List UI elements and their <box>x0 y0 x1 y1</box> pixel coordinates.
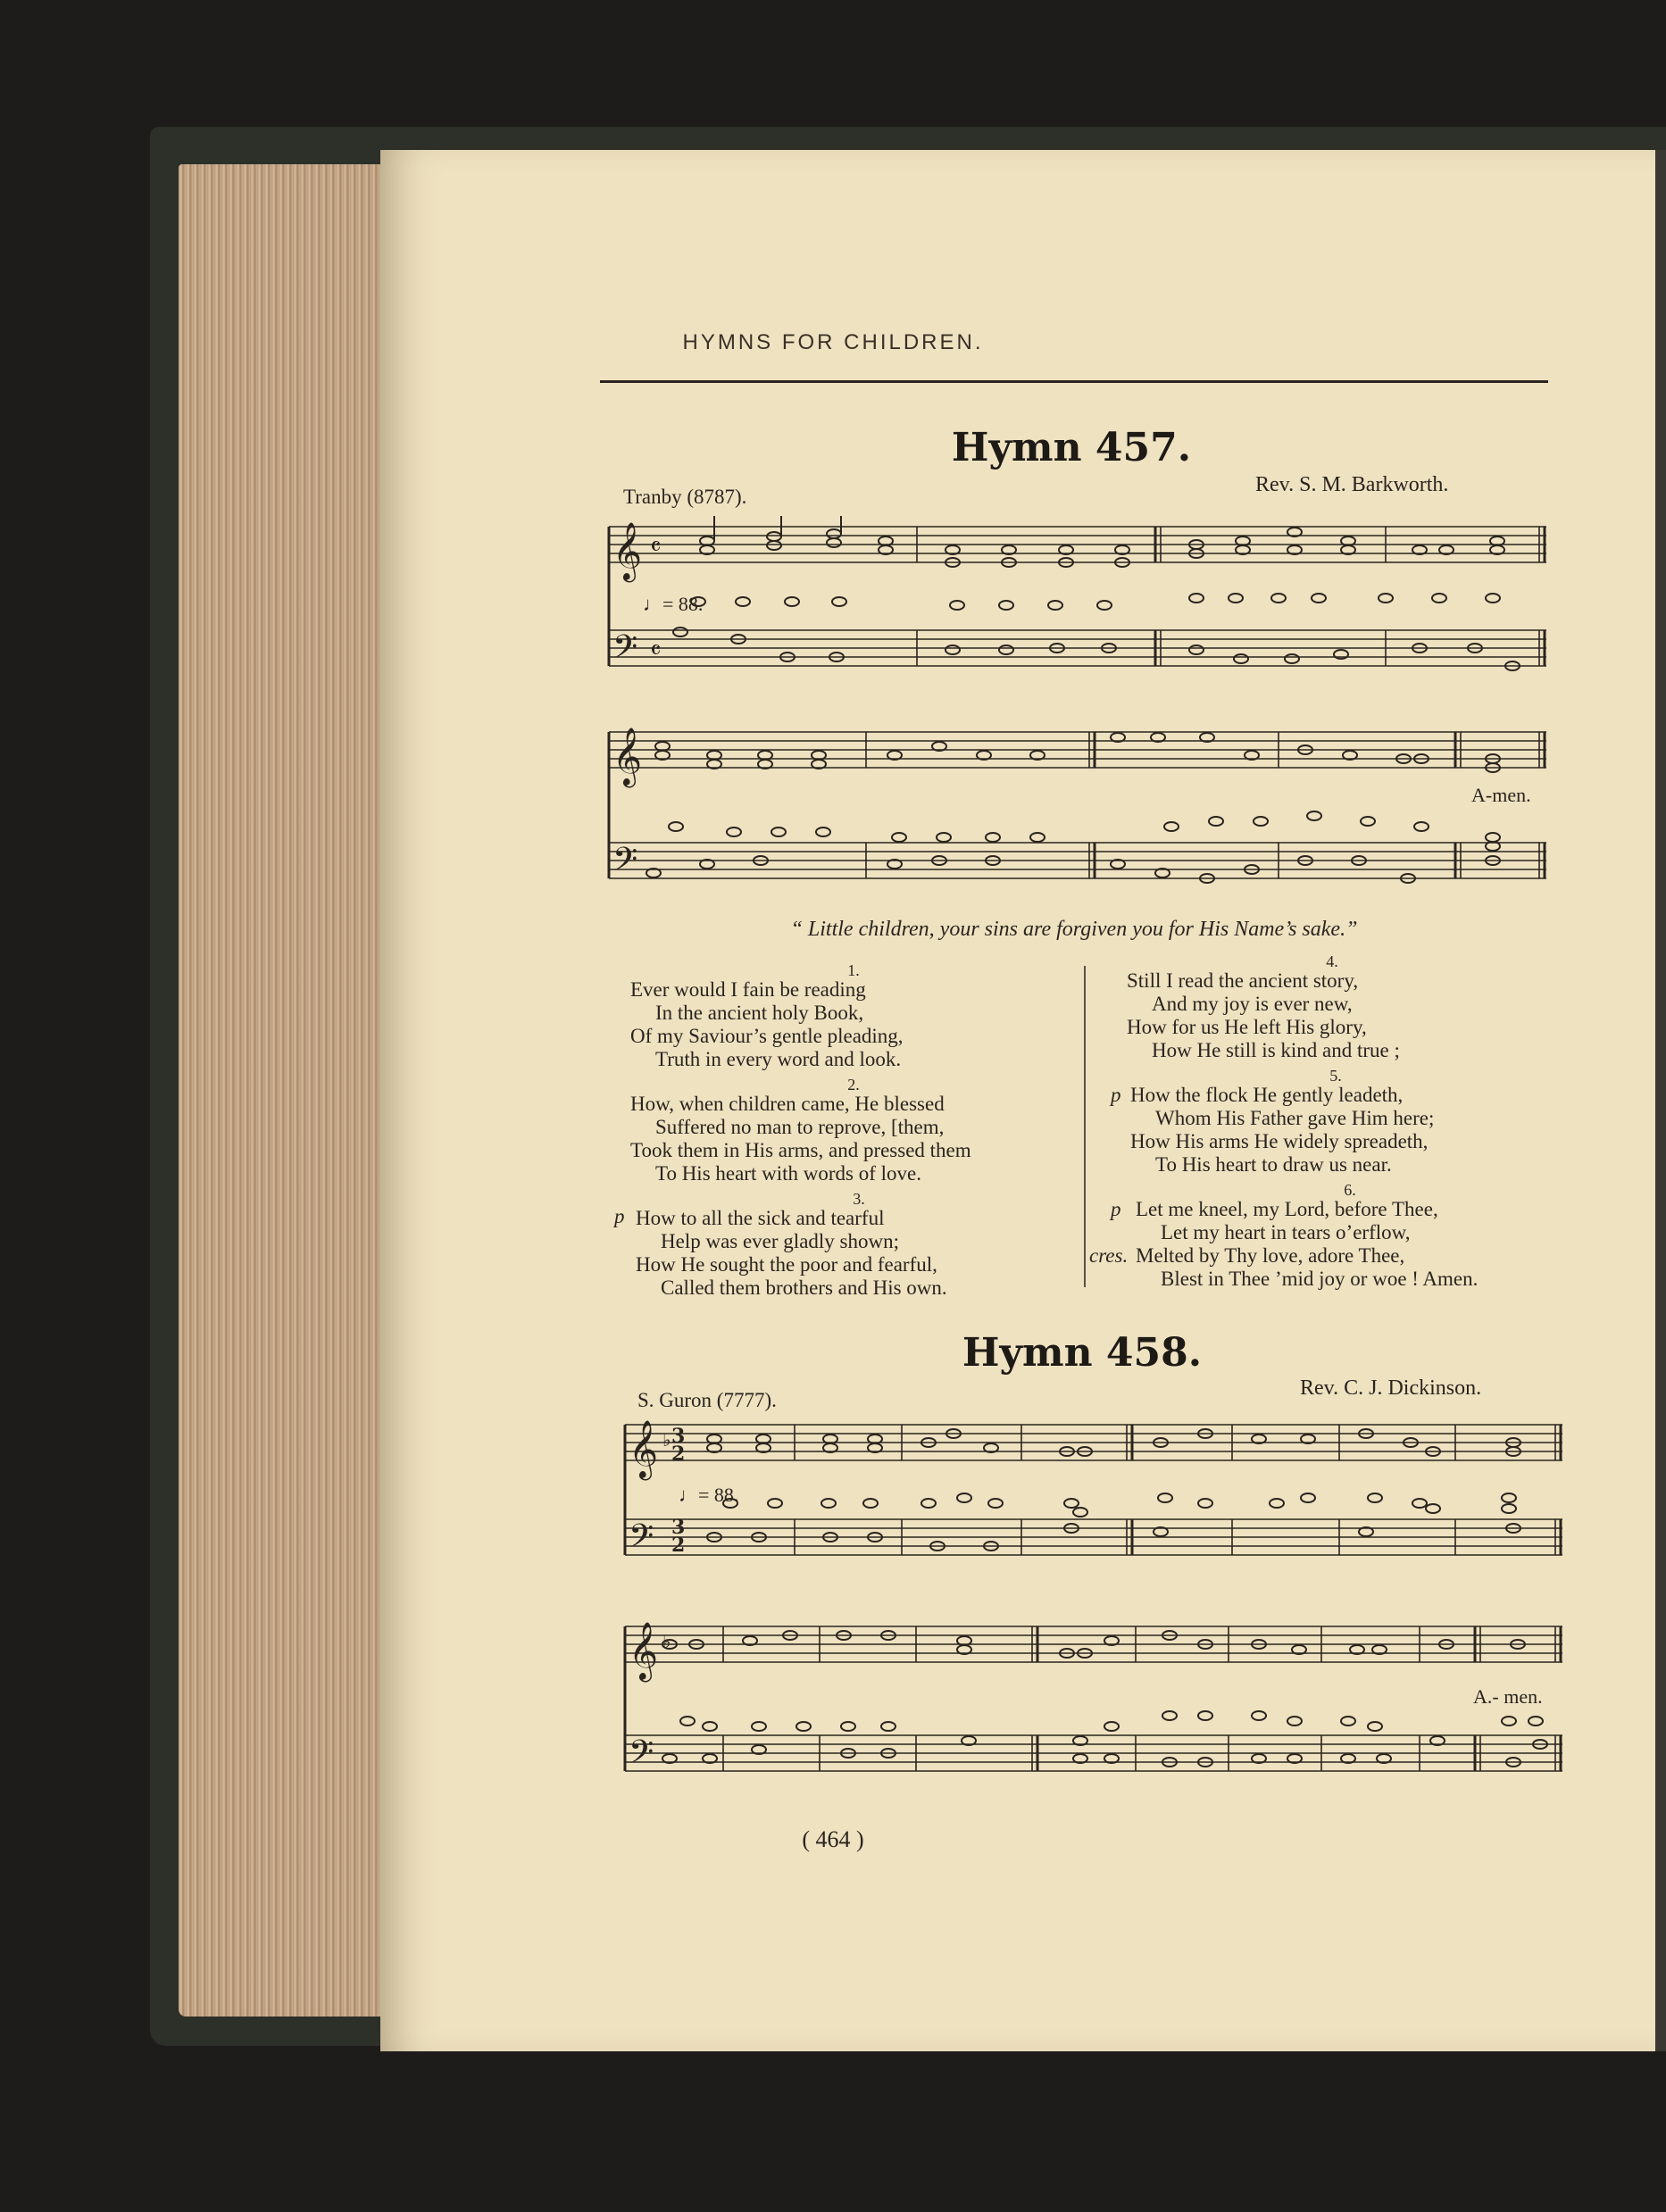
svg-text:3: 3 <box>671 1516 686 1539</box>
page-edges <box>179 164 393 2017</box>
svg-text:𝄢: 𝄢 <box>629 1734 654 1779</box>
hymn-458-amen: A.- men. <box>1473 1685 1543 1708</box>
svg-text:𝄢: 𝄢 <box>629 1518 654 1563</box>
page-number: ( 464 ) <box>802 1826 864 1852</box>
hymn-457-score-system-1 <box>600 516 1557 694</box>
hymn-457-tune: Tranby (8787). <box>623 486 747 508</box>
verse-6 <box>1136 1182 1564 1291</box>
svg-text:♭: ♭ <box>662 1631 671 1652</box>
svg-text:𝄢: 𝄢 <box>612 628 638 674</box>
hymn-458-tune: S. Guron (7777). <box>637 1389 777 1411</box>
hymn-457-score-system-2 <box>600 721 1557 900</box>
verse-5 <box>1130 1068 1541 1177</box>
verse-line: Still I read the ancient story, <box>1127 969 1359 992</box>
verse-3 <box>636 1191 1082 1300</box>
svg-text:𝄞: 𝄞 <box>629 1420 659 1478</box>
svg-text:𝄞: 𝄞 <box>612 728 643 786</box>
svg-text:𝄴: 𝄴 <box>650 636 662 665</box>
svg-text:𝄞: 𝄞 <box>629 1622 659 1680</box>
verse-4 <box>1127 953 1537 1062</box>
dynamic-marking: p <box>614 1205 625 1227</box>
hymn-458-tempo: ♩= 88. <box>679 1484 739 1506</box>
column-divider <box>1084 966 1086 1287</box>
verse-line: How to all the sick and tearful <box>636 1207 885 1229</box>
verse-line: How He sought the poor and fearful, <box>636 1253 937 1276</box>
verse-2 <box>630 1077 1077 1185</box>
verse-line: How His arms He widely spreadeth, <box>1130 1130 1429 1152</box>
verse-line: Of my Saviour’s gentle pleading, <box>630 1025 904 1047</box>
verse-line: Melted by Thy love, adore Thee, <box>1136 1244 1405 1267</box>
verse-line: Ever would I fain be reading <box>630 978 866 1001</box>
svg-text:𝄴: 𝄴 <box>650 532 662 561</box>
hymn-457-tempo: ♩= 88. <box>643 593 704 615</box>
dynamic-marking: p <box>1111 1084 1121 1106</box>
dynamic-marking: p <box>1111 1198 1121 1220</box>
verse-line: To His heart to draw us near. <box>1155 1153 1392 1176</box>
verse-line: Suffered no man to reprove, [them, <box>655 1116 945 1138</box>
svg-text:𝄢: 𝄢 <box>612 841 638 886</box>
hymn-457-amen: A-men. <box>1471 784 1531 806</box>
verse-line: Truth in every word and look. <box>655 1048 902 1070</box>
header-rule <box>600 380 1548 383</box>
running-head: HYMNS FOR CHILDREN. <box>682 330 984 354</box>
hymn-457-title: Hymn 457. <box>951 425 1192 470</box>
verse-number: 3. <box>853 1190 865 1208</box>
hymn-457-author: Rev. S. M. Barkworth. <box>1255 473 1449 496</box>
verse-line: Whom His Father gave Him here; <box>1155 1107 1435 1129</box>
verse-line: How for us He left His glory, <box>1127 1016 1367 1038</box>
svg-text:2: 2 <box>671 1443 686 1466</box>
verse-number: 6. <box>1344 1181 1356 1199</box>
verse-line: To His heart with words of love. <box>655 1162 921 1185</box>
verse-line: How the flock He gently leadeth, <box>1130 1084 1404 1106</box>
verse-number: 2. <box>847 1076 860 1094</box>
hymn-458-score-system-2 <box>616 1616 1568 1794</box>
verse-line: How He still is kind and true ; <box>1152 1039 1400 1061</box>
verse-line: How, when children came, He blessed <box>630 1093 945 1115</box>
verse-line: Let my heart in tears o’erflow, <box>1161 1221 1411 1243</box>
verse-line: Took them in His arms, and pressed them <box>630 1139 971 1161</box>
hymn-458-title: Hymn 458. <box>962 1330 1203 1376</box>
verse-1 <box>630 962 1077 1071</box>
hymn-458-author: Rev. C. J. Dickinson. <box>1300 1376 1482 1400</box>
hymn-457-epigraph: “ Little children, your sins are forgiven you for His Name’s sake.” <box>790 918 1358 941</box>
svg-text:♭: ♭ <box>662 1429 671 1451</box>
page-gutter <box>1655 150 1666 2051</box>
cresc-marking: cres. <box>1089 1244 1129 1267</box>
verse-line: Help was ever gladly shown; <box>661 1230 899 1252</box>
verse-line: Called them brothers and His own. <box>661 1276 947 1299</box>
verse-line: And my joy is ever new, <box>1152 993 1353 1015</box>
verse-line: Blest in Thee ’mid joy or woe ! Amen. <box>1161 1268 1479 1290</box>
verse-number: 1. <box>847 961 860 979</box>
svg-text:2: 2 <box>671 1534 686 1557</box>
verse-line: In the ancient holy Book, <box>655 1002 864 1024</box>
svg-text:3: 3 <box>671 1425 686 1448</box>
svg-text:𝄞: 𝄞 <box>612 522 643 580</box>
verse-number: 5. <box>1329 1067 1342 1085</box>
verse-number: 4. <box>1326 952 1338 970</box>
verse-line: Let me kneel, my Lord, before Thee, <box>1136 1198 1438 1220</box>
hymn-458-score-system-1 <box>616 1414 1568 1584</box>
